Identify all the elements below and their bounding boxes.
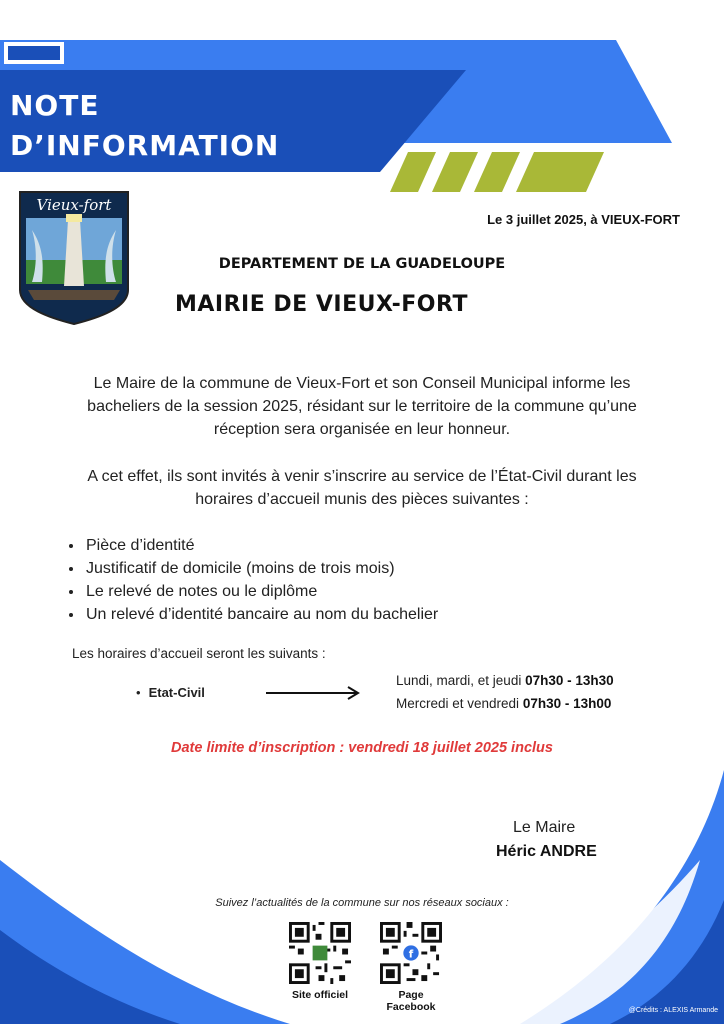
stripe-4 [516,152,604,192]
stripe-3 [474,152,520,192]
qr-code-icon [289,922,351,984]
title-line-1: NOTE [10,89,100,122]
schedule-line-2 [396,696,611,711]
schedule-days-2: Mercredi et vendredi [396,696,523,711]
qr-facebook-page[interactable] [380,922,442,1013]
credits-text: @Crédits : ALEXIS Armande [628,1007,718,1014]
required-documents-list [66,534,438,626]
list-item: • Justificatif de domicile (moins de trois mois) [84,557,438,580]
title-line-2: D’INFORMATION [10,129,280,162]
opening-hours-intro: Les horaires d’accueil seront les suivants : [72,646,326,661]
list-item: • Un relevé d’identité bancaire au nom du bachelier [84,603,438,626]
right-arrow-icon [266,686,362,700]
list-item: • Pièce d’identité [84,534,438,557]
svg-text:f: f [408,948,414,961]
signature-role: Le Maire [513,819,576,836]
header-tab [6,44,62,62]
department-heading [0,256,724,272]
qr-facebook-page-label: Page Facebook [386,989,436,1013]
signature-name: Héric ANDRE [496,843,597,860]
department-label: DEPARTEMENT DE LA GUADELOUPE [218,256,506,272]
qr-official-site[interactable] [289,922,351,1001]
registration-deadline: Date limite d’inscription : vendredi 18 juillet 2025 inclus [171,740,553,756]
list-item: • Le relevé de notes ou le diplôme [84,580,438,603]
qr-code-icon [380,922,442,984]
stripe-2 [432,152,478,192]
qr-official-site-label: Site officiel [291,989,348,1001]
document-title [10,86,279,166]
service-name: • Etat-Civil [136,685,205,700]
mairie-heading: MAIRIE DE VIEUX-FORT [175,292,468,317]
instructions-paragraph: A cet effet, ils sont invités à venir s’inscrire au service de l’État-Civil durant les horaires d’accueil munis des pièces suivantes : [87,468,637,508]
schedule-hours-1: 07h30 - 13h30 [525,673,614,688]
intro-paragraph: Le Maire de la commune de Vieux-Fort et son Conseil Municipal informe les bacheliers de la session 2025, résidant sur le territoire de la commune qu’une réception sera organisée en leur honneur. [87,375,637,438]
stripe-1 [390,152,436,192]
schedule-hours-2: 07h30 - 13h00 [522,696,612,711]
schedule-days-1: Lundi, mardi, et jeudi [396,673,526,688]
schedule-line-1 [396,673,614,688]
social-follow-text: Suivez l’actualités de la commune sur nos réseaux sociaux : [215,897,509,909]
logo-text: Vieux-fort [36,196,112,214]
date-location: Le 3 juillet 2025, à VIEUX-FORT [487,212,680,227]
